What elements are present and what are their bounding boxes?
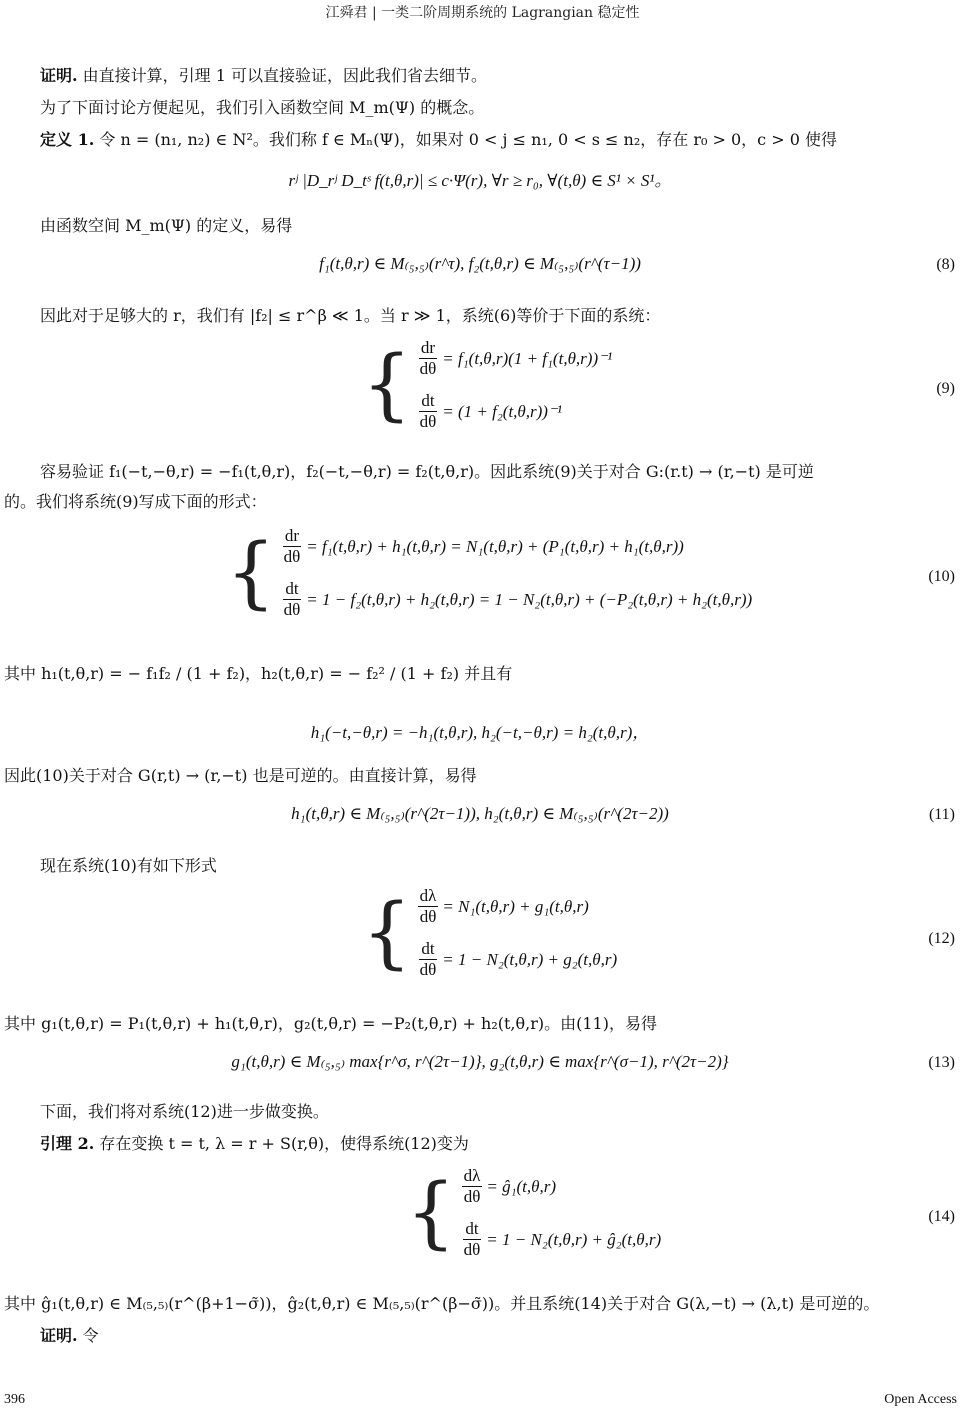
equation-10b <box>282 579 753 620</box>
paragraph-system-10-form: 现在系统(10)有如下形式 <box>40 856 217 875</box>
rhs: = f₁(t,θ,r)(1 + f₁(t,θ,r))⁻¹ <box>442 348 613 368</box>
equation-12b <box>418 939 618 980</box>
equation-number-12: (12) <box>928 930 955 947</box>
rhs: = 1 − N₂(t,θ,r) + g₂(t,θ,r) <box>442 949 618 969</box>
rhs: = ĝ₁(t,θ,r) <box>486 1176 557 1196</box>
fraction-top: dr <box>284 526 300 545</box>
equation-12a <box>418 886 618 927</box>
fraction-top: dt <box>421 391 435 410</box>
system-12 <box>362 886 617 980</box>
left-brace: { <box>226 528 276 618</box>
equation-8: f₁(t,θ,r) ∈ M₍₅,₅₎(r^τ), f₂(t,θ,r) ∈ M₍₅,₅₎(r^(τ−1)) <box>319 254 641 273</box>
paragraph-function-space: 由函数空间 M_m(Ψ) 的定义，易得 <box>40 216 293 235</box>
equation-number-14: (14) <box>928 1208 955 1225</box>
paragraph-transform: 下面，我们将对系统(12)进一步做变换。 <box>40 1102 329 1121</box>
proof-label: 证明. <box>40 66 78 85</box>
rhs: = (1 + f₂(t,θ,r))⁻¹ <box>442 401 563 421</box>
equation-9a <box>418 338 613 379</box>
definition-1 <box>40 128 945 152</box>
fraction-bottom: dθ <box>419 412 437 431</box>
page-number: 396 <box>4 1392 25 1407</box>
equation-definition: rʲ |D_rʲ D_tˢ f(t,θ,r)| ≤ c·Ψ(r), ∀r ≥ r₀, ∀(t,θ) ∈ S¹ × S¹。 <box>288 171 672 190</box>
fraction-bottom: dθ <box>463 1187 481 1206</box>
proof-text: 由直接计算，引理 1 可以直接验证，因此我们省去细节。 <box>77 66 488 85</box>
definition-label: 定义 1. <box>40 130 95 149</box>
rhs: = 1 − f₂(t,θ,r) + h₂(t,θ,r) = 1 − N₂(t,θ,r) + (−P₂(t,θ,r) + h₂(t,θ,r)) <box>306 589 753 609</box>
paragraph-h-definitions: 其中 h₁(t,θ,r) = − f₁f₂ / (1 + f₂)，h₂(t,θ,r) = − f₂² / (1 + f₂) 并且有 <box>4 664 513 683</box>
fraction-top: dt <box>465 1219 479 1238</box>
paragraph-g-hat: 其中 ĝ₁(t,θ,r) ∈ M₍₅,₅₎(r^(β+1−σ̃))，ĝ₂(t,θ,r) ∈ M₍₅,₅₎(r^(β−σ̃))。并且系统(14)关于对合 G(λ,−t) → (λ,t) 是可逆的。 <box>4 1294 880 1313</box>
proof-paragraph-2 <box>40 1324 945 1348</box>
fraction-bottom: dθ <box>419 960 437 979</box>
equation-9b <box>418 391 613 432</box>
proof-text: 令 <box>77 1326 99 1345</box>
running-header: 江舜君 | 一类二阶周期系统的 Lagrangian 稳定性 <box>325 5 640 21</box>
equation-number-10: (10) <box>928 568 955 585</box>
left-brace: { <box>406 1168 456 1258</box>
lemma-2 <box>40 1132 945 1156</box>
equation-number-8: (8) <box>936 256 955 273</box>
equation-h-symmetry: h₁(−t,−θ,r) = −h₁(t,θ,r), h₂(−t,−θ,r) = h₂(t,θ,r)， <box>310 723 650 742</box>
equation-number-9: (9) <box>936 380 955 397</box>
fraction-top: dt <box>421 939 435 958</box>
left-brace: { <box>362 340 412 430</box>
paragraph-large-r: 因此对于足够大的 r，我们有 |f₂| ≤ r^β ≪ 1。当 r ≫ 1，系统(6)等价于下面的系统： <box>40 306 661 325</box>
left-brace: { <box>362 888 412 978</box>
fraction-top: dt <box>285 579 299 598</box>
equation-11: h₁(t,θ,r) ∈ M₍₅,₅₎(r^(2τ−1)), h₂(t,θ,r) ∈ M₍₅,₅₎(r^(2τ−2)) <box>291 804 669 823</box>
fraction-bottom: dθ <box>419 359 437 378</box>
fraction-top: dr <box>420 338 436 357</box>
system-10 <box>226 526 752 620</box>
equation-14b <box>462 1219 662 1260</box>
fraction-top: dλ <box>419 886 437 905</box>
publisher-label: Open Access <box>884 1392 957 1407</box>
fraction-top: dλ <box>463 1166 481 1185</box>
paragraph-reversible-a: 容易验证 f₁(−t,−θ,r) = −f₁(t,θ,r)，f₂(−t,−θ,r) = f₂(t,θ,r)。因此系统(9)关于对合 G:(r.t) → (r,−t) 是可逆 <box>40 462 814 481</box>
equation-number-13: (13) <box>928 1054 955 1071</box>
equation-10a <box>282 526 753 567</box>
proof-label: 证明. <box>40 1326 78 1345</box>
definition-text: 令 n = (n₁, n₂) ∈ N²。我们称 f ∈ Mₙ(Ψ)，如果对 0 < j ≤ n₁, 0 < s ≤ n₂，存在 r₀ > 0，c > 0 使得 <box>94 130 837 149</box>
rhs: = 1 − N₂(t,θ,r) + ĝ₂(t,θ,r) <box>486 1229 662 1249</box>
paragraph-reversible-10: 因此(10)关于对合 G(r,t) → (r,−t) 也是可逆的。由直接计算，易得 <box>4 766 477 785</box>
system-9 <box>362 338 612 432</box>
fraction-bottom: dθ <box>283 600 301 619</box>
fraction-bottom: dθ <box>419 907 437 926</box>
fraction-bottom: dθ <box>283 547 301 566</box>
proof-paragraph-1 <box>40 64 945 88</box>
equation-13: g₁(t,θ,r) ∈ M₍₅,₅₎ max{r^σ, r^(2τ−1)}, g₂(t,θ,r) ∈ max{r^(σ−1), r^(2τ−2)} <box>231 1052 729 1071</box>
system-14 <box>406 1166 661 1260</box>
equation-number-11: (11) <box>928 806 955 823</box>
intro-paragraph: 为了下面讨论方便起见，我们引入函数空间 M_m(Ψ) 的概念。 <box>40 98 485 117</box>
paragraph-g-definitions: 其中 g₁(t,θ,r) = P₁(t,θ,r) + h₁(t,θ,r)，g₂(t,θ,r) = −P₂(t,θ,r) + h₂(t,θ,r)。由(11)，易得 <box>4 1014 657 1033</box>
equation-14a <box>462 1166 662 1207</box>
lemma-text: 存在变换 t = t, λ = r + S(r,θ)，使得系统(12)变为 <box>94 1134 469 1153</box>
rhs: = N₁(t,θ,r) + g₁(t,θ,r) <box>442 896 589 916</box>
paragraph-reversible-b: 的。我们将系统(9)写成下面的形式： <box>4 492 267 511</box>
lemma-label: 引理 2. <box>40 1134 95 1153</box>
fraction-bottom: dθ <box>463 1240 481 1259</box>
rhs: = f₁(t,θ,r) + h₁(t,θ,r) = N₁(t,θ,r) + (P₁(t,θ,r) + h₁(t,θ,r)) <box>306 536 684 556</box>
